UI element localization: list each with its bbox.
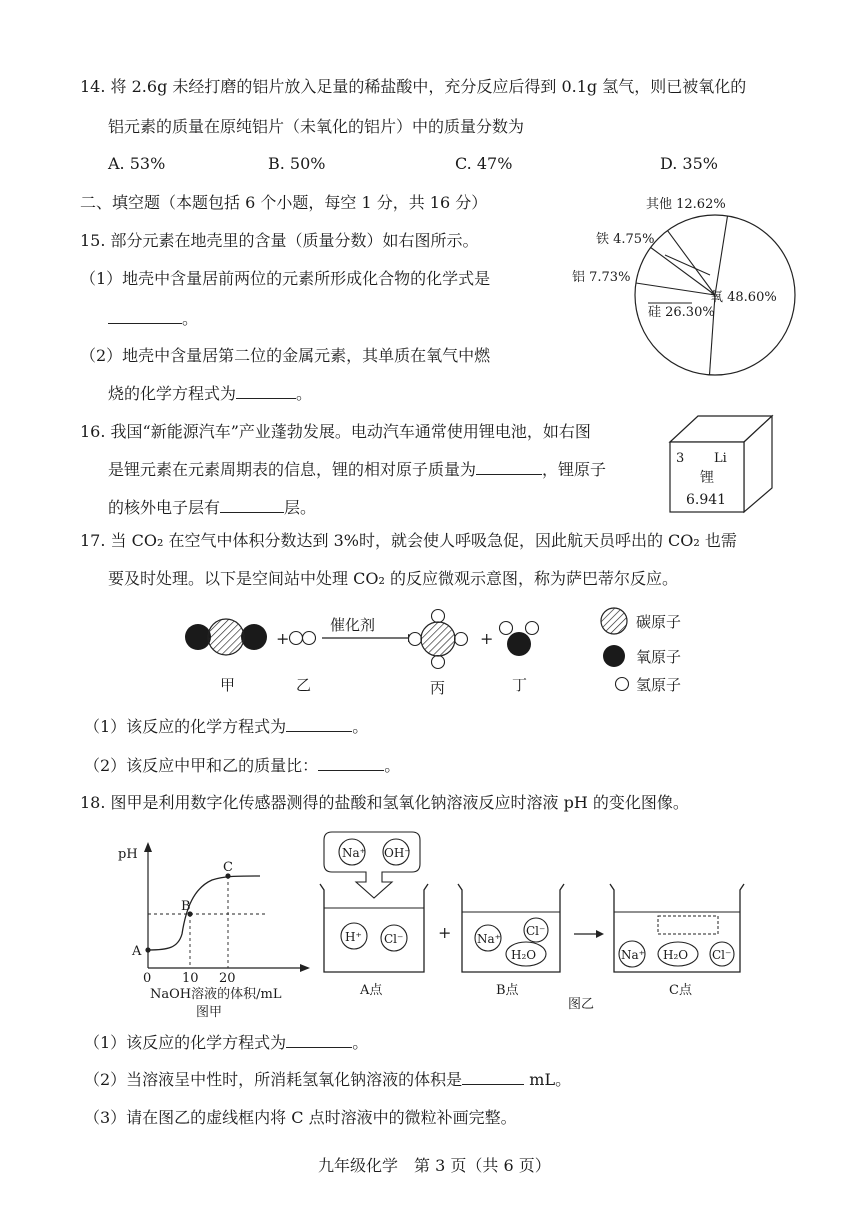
label-b: B xyxy=(181,899,191,914)
molecule-yi xyxy=(290,632,316,645)
q17-line2: 要及时处理。以下是空间站中处理 CO₂ 的反应微观示意图，称为萨巴蒂尔反应。 xyxy=(108,569,678,588)
lithium-periodic-cell xyxy=(664,412,784,516)
legend-hydrogen: 氢原子 xyxy=(636,676,682,694)
graph-caption: 图甲 xyxy=(196,1005,223,1020)
q18-part1 xyxy=(84,1032,368,1054)
label-jia: 甲 xyxy=(220,676,236,694)
q15-part2b-end: 。 xyxy=(296,384,313,403)
point-a xyxy=(145,947,150,952)
molecule-h2o: H₂O xyxy=(663,948,689,962)
q16-line3-text: 的核外电子层有 xyxy=(108,498,221,517)
q15-part1-end: 。 xyxy=(182,309,199,328)
pie-label-iron: 铁 4.75% xyxy=(596,232,655,247)
legend-carbon-icon xyxy=(601,608,627,634)
q18-part1-end: 。 xyxy=(352,1033,369,1052)
q14-option-d: D. 35% xyxy=(660,154,718,173)
legend-carbon: 碳原子 xyxy=(636,613,682,631)
q17-part2 xyxy=(84,755,400,777)
ion-cl: Cl⁻ xyxy=(712,948,732,962)
answer-blank[interactable] xyxy=(236,384,296,399)
answer-blank[interactable] xyxy=(462,1070,524,1085)
answer-blank[interactable] xyxy=(286,1033,352,1048)
ion-na: Na⁺ xyxy=(621,948,645,962)
q17-part1-end: 。 xyxy=(352,717,369,736)
pie-sector-boundary xyxy=(715,216,728,295)
q16-line3 xyxy=(108,497,316,519)
li-atomic-number: 3 xyxy=(676,451,685,466)
li-name: 锂 xyxy=(700,470,714,486)
q17-part2-text: （2）该反应中甲和乙的质量比： xyxy=(84,756,319,775)
graph-xlabel: NaOH溶液的体积/mL xyxy=(150,987,282,1002)
li-symbol: Li xyxy=(714,451,727,466)
label-ding: 丁 xyxy=(512,676,528,694)
molecule-ding xyxy=(500,622,539,657)
q18-line1: 18. 图甲是利用数字化传感器测得的盐酸和氢氧化钠溶液反应时溶液 pH 的变化图像。 xyxy=(80,793,689,812)
label-c-point: C点 xyxy=(669,983,692,998)
q14-line1: 14. 将 2.6g 未经打磨的铝片放入足量的稀盐酸中，充分反应后得到 0.1g 氢气，则已被氧化的 xyxy=(80,77,747,96)
page-footer: 九年级化学 第 3 页（共 6 页） xyxy=(318,1156,551,1175)
ph-curve xyxy=(148,876,260,950)
q16-line2 xyxy=(108,459,606,481)
arrow-head-icon xyxy=(596,930,604,938)
q17-part2-end: 。 xyxy=(384,756,401,775)
q18-part2 xyxy=(84,1069,571,1091)
legend-oxygen: 氧原子 xyxy=(636,648,682,666)
ion-na: Na⁺ xyxy=(342,846,366,860)
q15-part2b-text: 烧的化学方程式为 xyxy=(108,384,237,403)
q17-part1-text: （1）该反应的化学方程式为 xyxy=(84,717,287,736)
ion-oh: OH⁻ xyxy=(384,846,411,860)
beaker-diagram xyxy=(312,826,752,1016)
element-pie-chart xyxy=(560,185,800,385)
q14-option-c: C. 47% xyxy=(455,154,513,173)
q17-part1 xyxy=(84,716,368,738)
q16-line1: 16. 我国“新能源汽车”产业蓬勃发展。电动汽车通常使用锂电池，如右图 xyxy=(80,422,591,441)
label-a-point: A点 xyxy=(360,983,383,998)
label-c: C xyxy=(223,860,233,875)
pie-label-silicon: 硅 26.30% xyxy=(648,305,715,320)
label-yi: 乙 xyxy=(296,676,312,694)
q16-line3-end: 层。 xyxy=(284,498,317,517)
answer-blank[interactable] xyxy=(318,756,384,771)
catalyst-label: 催化剂 xyxy=(330,616,376,634)
q14-option-b: B. 50% xyxy=(268,154,326,173)
q17-line1: 17. 当 CO₂ 在空气中体积分数达到 3%时，就会使人呼吸急促，因此航天员呼出的 CO₂ 也需 xyxy=(80,531,737,550)
beaker-c xyxy=(610,884,744,972)
q16-line2-text: 是锂元素在元素周期表的信息，锂的相对原子质量为 xyxy=(108,460,477,479)
legend-oxygen-icon xyxy=(603,645,625,667)
label-a: A xyxy=(132,944,142,959)
q18-part2-end: mL。 xyxy=(524,1070,572,1089)
tick-0: 0 xyxy=(143,971,152,986)
ion-cl: Cl⁻ xyxy=(384,932,404,946)
label-bing: 丙 xyxy=(430,679,446,697)
q15-part2a: （2）地壳中含量居第二位的金属元素，其单质在氧气中燃 xyxy=(80,346,491,365)
molecule-jia xyxy=(185,619,267,655)
answer-blank[interactable] xyxy=(476,460,542,475)
tick-10: 10 xyxy=(182,971,199,986)
pie-sector-boundary xyxy=(668,231,716,295)
pie-sector-boundary xyxy=(651,248,715,296)
answer-blank[interactable] xyxy=(108,309,182,324)
x-axis-arrow-icon xyxy=(300,964,310,972)
ion-h: H⁺ xyxy=(345,930,362,944)
molecule-bing xyxy=(409,610,468,669)
tick-20: 20 xyxy=(219,971,236,986)
answer-blank[interactable] xyxy=(220,498,284,513)
answer-dashed-box[interactable] xyxy=(658,916,718,934)
li-mass: 6.941 xyxy=(686,492,727,508)
pie-label-oxygen: 氧 48.60% xyxy=(710,290,777,305)
q18-part1-text: （1）该反应的化学方程式为 xyxy=(84,1033,287,1052)
plus-sign: + xyxy=(438,923,452,942)
pie-sector-boundary xyxy=(636,283,715,295)
q15-part2b xyxy=(108,383,312,405)
q18-part3: （3）请在图乙的虚线框内将 C 点时溶液中的微粒补画完整。 xyxy=(84,1108,517,1127)
figure-caption: 图乙 xyxy=(568,997,595,1012)
q15-part1-answer xyxy=(108,308,198,330)
plus-sign: + xyxy=(276,629,290,648)
reaction-diagram xyxy=(180,604,700,700)
answer-blank[interactable] xyxy=(286,717,352,732)
ph-graph xyxy=(112,836,312,1024)
beaker-b xyxy=(458,884,564,972)
molecule-h2o: H₂O xyxy=(511,948,537,962)
q16-line2-end: ，锂原子 xyxy=(542,460,607,479)
ion-na: Na⁺ xyxy=(477,932,501,946)
q15-stem: 15. 部分元素在地壳里的含量（质量分数）如右图所示。 xyxy=(80,231,479,250)
label-b-point: B点 xyxy=(496,983,519,998)
pie-label-other: 其他 12.62% xyxy=(646,197,726,212)
q18-part2-text: （2）当溶液呈中性时，所消耗氢氧化钠溶液的体积是 xyxy=(84,1070,463,1089)
q14-option-a: A. 53% xyxy=(108,154,166,173)
naoh-callout xyxy=(324,832,420,898)
legend-hydrogen-icon xyxy=(616,678,629,691)
q14-line2: 铝元素的质量在原纯铝片（未氧化的铝片）中的质量分数为 xyxy=(108,117,525,136)
section-title: 二、填空题（本题包括 6 个小题，每空 1 分，共 16 分） xyxy=(80,193,488,212)
pie-label-aluminum: 铝 7.73% xyxy=(572,270,631,285)
ion-cl: Cl⁻ xyxy=(526,924,546,938)
graph-ylabel: pH xyxy=(118,847,138,862)
q15-part1: （1）地壳中含量居前两位的元素所形成化合物的化学式是 xyxy=(80,269,491,288)
plus-sign: + xyxy=(480,629,494,648)
y-axis-arrow-icon xyxy=(144,842,152,852)
